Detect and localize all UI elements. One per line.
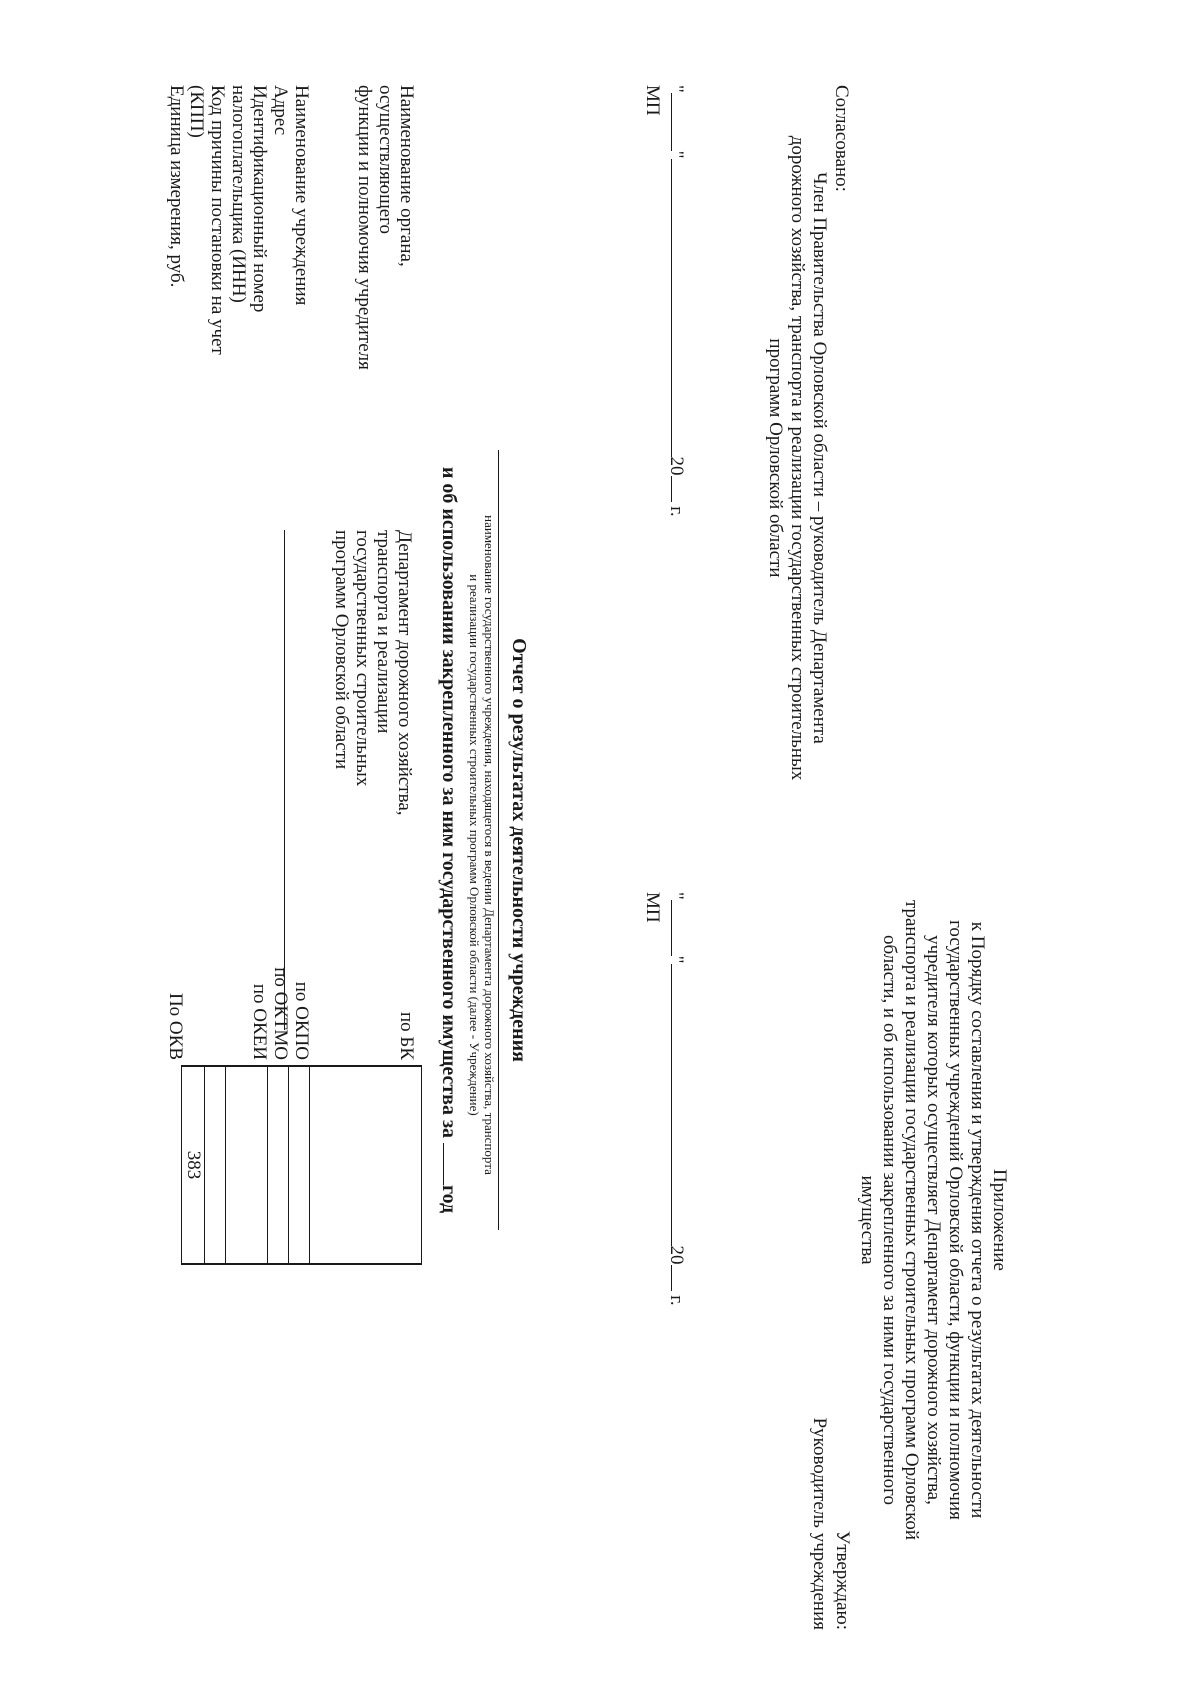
approved-heading: Утверждаю: bbox=[832, 1530, 853, 1630]
bk-code-cell[interactable] bbox=[310, 1066, 422, 1264]
appendix-line: транспорта и реализации государственных строительных программ Орловской bbox=[901, 899, 922, 1541]
kpp-code-cell[interactable] bbox=[205, 1066, 226, 1264]
appendix-title: Приложение bbox=[989, 1169, 1010, 1271]
address-label: Адрес bbox=[270, 85, 291, 136]
day-blank[interactable] bbox=[671, 900, 690, 956]
codes-row-oktmo bbox=[268, 1066, 289, 1264]
codes-row-okpo bbox=[289, 1066, 310, 1264]
year-suffix: г. bbox=[666, 1295, 687, 1306]
codes-table bbox=[181, 1065, 422, 1265]
organ-label-line: Наименование органа, bbox=[396, 85, 417, 267]
institution-label: Наименование учреждения bbox=[291, 85, 312, 306]
appendix-line: области, и об использовании закрепленного за ними государственного bbox=[879, 935, 900, 1505]
organ-label-line: функции и полномочия учредителя bbox=[354, 85, 375, 370]
month-blank[interactable] bbox=[671, 159, 690, 457]
okpo-code-label: по ОКПО bbox=[291, 981, 312, 1060]
agreed-line: Член Правительства Орловской области – руководитель Департамента bbox=[809, 172, 830, 744]
institution-caption-line: наименование государственного учреждения, находящегося в ведении Департамента дорожного хозяйства, транспорта bbox=[482, 515, 497, 1175]
codes-row-okei bbox=[226, 1066, 268, 1264]
appendix-line: государственных учреждений Орловской области, функции и полномочия bbox=[945, 920, 966, 1520]
organ-value-line: Департамент дорожного хозяйства, bbox=[394, 530, 415, 816]
approved-stamp: МП bbox=[642, 892, 663, 923]
bk-code-label: по БК bbox=[396, 1011, 417, 1060]
institution-name-line[interactable] bbox=[498, 450, 499, 1230]
date-quote-open: " bbox=[666, 85, 687, 93]
kpp-label-line: Код причины постановки на учет bbox=[207, 85, 228, 355]
report-title: Отчет о результатах деятельности учреждения bbox=[508, 638, 530, 1062]
institution-caption bbox=[467, 410, 497, 1280]
agreed-stamp: МП bbox=[642, 85, 663, 116]
agreed-line: дорожного хозяйства, транспорта и реализации государственных строительных bbox=[787, 135, 808, 781]
appendix-line: к Порядку составления и утверждения отчета о результатах деятельности bbox=[967, 921, 988, 1519]
report-subtitle-text: и об использовании закрепленного за ним государственного имущества за bbox=[438, 466, 460, 1139]
agreed-line: программ Орловской области bbox=[765, 338, 786, 578]
date-quote-close: " bbox=[666, 150, 687, 159]
oktmo-code-cell[interactable] bbox=[268, 1066, 289, 1264]
agreed-body bbox=[764, 88, 830, 828]
date-quote-open: " bbox=[666, 892, 687, 900]
year-blank[interactable] bbox=[671, 1265, 690, 1291]
codes-row-bk bbox=[310, 1066, 422, 1264]
organ-label-line: осуществляющего bbox=[375, 85, 396, 234]
okei-code-label: по ОКЕИ bbox=[249, 983, 270, 1060]
kpp-label-line: (КПП) bbox=[186, 85, 207, 138]
report-subtitle bbox=[438, 180, 460, 1500]
agreed-heading: Согласовано: bbox=[831, 85, 852, 192]
appendix-line: имущества bbox=[857, 1175, 878, 1265]
codes-row-kpp bbox=[205, 1066, 226, 1264]
date-quote-close: " bbox=[666, 955, 687, 964]
okei-unit-value: 383 bbox=[182, 1066, 205, 1264]
year-prefix: 20 bbox=[666, 456, 687, 476]
year-prefix: 20 bbox=[666, 1245, 687, 1265]
inn-label bbox=[228, 85, 270, 312]
month-blank[interactable] bbox=[671, 964, 690, 1246]
organ-label bbox=[354, 85, 417, 370]
oktmo-code-label: по ОКТМО bbox=[270, 967, 291, 1060]
okv-code-label: По ОКВ bbox=[165, 992, 186, 1060]
report-subtitle-year-word: год bbox=[438, 1185, 460, 1214]
organ-value-line: программ Орловской области bbox=[331, 530, 352, 770]
unit-label: Единица измерения, руб. bbox=[166, 85, 187, 288]
appendix-line: учредителя которых осуществляет Департамент дорожного хозяйства, bbox=[923, 935, 944, 1505]
codes-row-unit bbox=[182, 1066, 205, 1264]
kpp-label bbox=[186, 85, 228, 355]
approved-date-line bbox=[665, 892, 690, 1306]
organ-value-line: государственных строительных bbox=[352, 530, 373, 787]
agreed-date-line bbox=[665, 85, 690, 517]
year-suffix: г. bbox=[666, 506, 687, 517]
institution-caption-line: и реализации государственных строительных программ Орловской области (далее - Учреждение) bbox=[467, 574, 482, 1116]
organ-value-line: транспорта и реализации bbox=[373, 530, 394, 734]
inn-label-line: Идентификационный номер bbox=[249, 85, 270, 313]
okpo-code-cell[interactable] bbox=[289, 1066, 310, 1264]
inn-label-line: налогоплательщика (ИНН) bbox=[228, 85, 249, 303]
day-blank[interactable] bbox=[671, 93, 690, 151]
appendix-header bbox=[856, 820, 1010, 1620]
report-year-blank[interactable] bbox=[443, 1143, 460, 1185]
year-blank[interactable] bbox=[671, 476, 690, 502]
approved-role: Руководитель учреждения bbox=[809, 1417, 830, 1630]
okei-code-cell[interactable] bbox=[226, 1066, 268, 1264]
